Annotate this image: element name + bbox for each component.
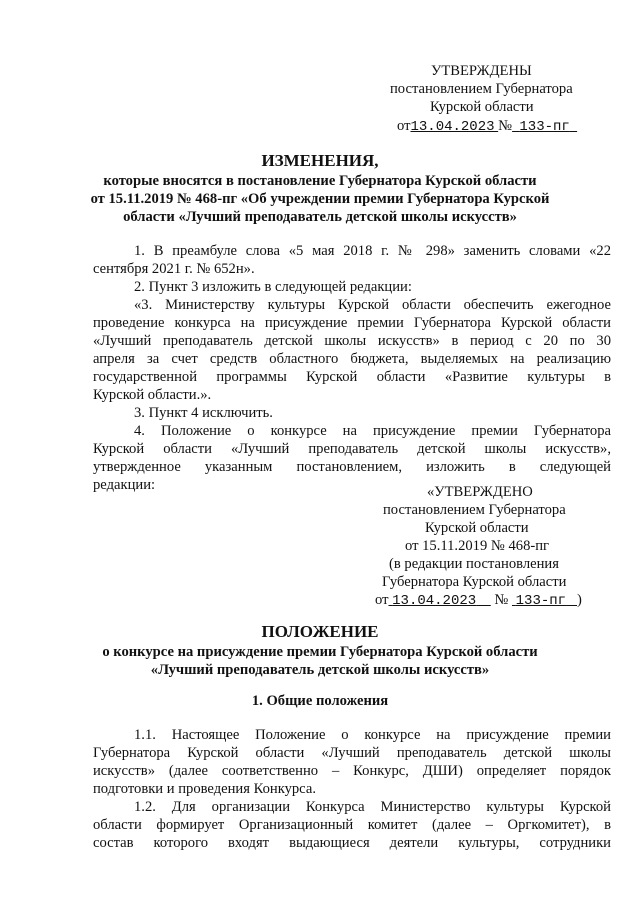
clause-1-1-cont: искусств» (далее соответственно – Конкурс, ДШИ) определяет порядок <box>93 763 611 779</box>
change-item-1: 1. В преамбуле слова «5 мая 2018 г. № 298» заменить словами «22 <box>134 243 611 259</box>
clause-1-1-cont: подготовки и проведения Конкурса. <box>93 781 316 797</box>
quote-line: государственной программы Курской области «Развитие культуры в <box>93 369 611 385</box>
inner-close-paren: ) <box>577 592 582 608</box>
inner-approval-title: «УТВЕРЖДЕНО <box>427 484 533 500</box>
approval-date: 13.04.2023 <box>410 119 495 135</box>
approval-from-label: от <box>397 118 411 134</box>
inner-approval-line: от 15.11.2019 № 468-пг <box>405 538 550 554</box>
changes-subtitle-line: от 15.11.2019 № 468-пг «Об учреждении премии Губернатора Курской <box>90 191 550 207</box>
inner-approval-line: Курской области <box>425 520 529 536</box>
regulation-subtitle-line: «Лучший преподаватель детской школы искусств» <box>150 662 490 678</box>
inner-number-label: № <box>494 592 509 608</box>
inner-approval-date-line <box>375 591 582 610</box>
quote-line: «Лучший преподаватель детской школы искусств» в период с 20 по 30 <box>93 333 611 349</box>
changes-subtitle-line: которые вносятся в постановление Губернатора Курской области <box>103 173 537 189</box>
quote-line: «3. Министерству культуры Курской области обеспечить ежегодное <box>134 297 611 313</box>
approval-title: УТВЕРЖДЕНЫ <box>431 63 532 79</box>
inner-approval-line: Губернатора Курской области <box>382 574 567 590</box>
clause-1-2-cont: области формирует Организационный комитет (далее – Оргкомитет), в <box>93 817 611 833</box>
change-item-2: 2. Пункт 3 изложить в следующей редакции: <box>134 279 412 295</box>
inner-approval-date: 13.04.2023 <box>392 593 477 609</box>
quote-line: проведение конкурса на присуждение премии Губернатора Курской области <box>93 315 611 331</box>
change-item-4: 4. Положение о конкурсе на присуждение премии Губернатора <box>134 423 611 439</box>
change-item-4-cont: редакции: <box>93 477 156 493</box>
clause-1-1: 1.1. Настоящее Положение о конкурсе на присуждение премии <box>134 727 611 743</box>
inner-approval-number: 133-пг <box>515 593 567 609</box>
approval-number-label: № <box>498 118 513 134</box>
change-item-4-cont: утвержденное указанным постановлением, изложить в следующей <box>93 459 611 475</box>
change-item-3: 3. Пункт 4 исключить. <box>134 405 273 421</box>
regulation-title: ПОЛОЖЕНИЕ <box>261 622 379 641</box>
changes-title: ИЗМЕНЕНИЯ, <box>261 151 379 170</box>
approval-line: Курской области <box>430 99 534 115</box>
inner-from-label: от <box>375 592 389 608</box>
quote-line: Курской области.». <box>93 387 212 403</box>
inner-approval-line: постановлением Губернатора <box>383 502 566 518</box>
approval-line: постановлением Губернатора <box>390 81 573 97</box>
section-heading: 1. Общие положения <box>251 693 389 709</box>
clause-1-2-cont: состав которого входят выдающиеся деятели культуры, сотрудники <box>93 835 611 851</box>
regulation-subtitle-line: о конкурсе на присуждение премии Губернатора Курской области <box>102 644 538 660</box>
approval-date-line <box>397 117 577 136</box>
clause-1-2: 1.2. Для организации Конкурса Министерство культуры Курской <box>134 799 611 815</box>
change-item-4-cont: Курской области «Лучший преподаватель детской школы искусств», <box>93 441 611 457</box>
inner-approval-line: (в редакции постановления <box>389 556 559 572</box>
change-item-1-cont: сентября 2021 г. № 652н». <box>93 261 255 277</box>
clause-1-1-cont: Губернатора Курской области «Лучший преподаватель детской школы <box>93 745 611 761</box>
changes-subtitle-line: области «Лучший преподаватель детской школы искусств» <box>123 209 517 225</box>
quote-line: апреля за счет средств областного бюджета, выделяемых на реализацию <box>93 351 611 367</box>
approval-number: 133-пг <box>519 119 570 135</box>
